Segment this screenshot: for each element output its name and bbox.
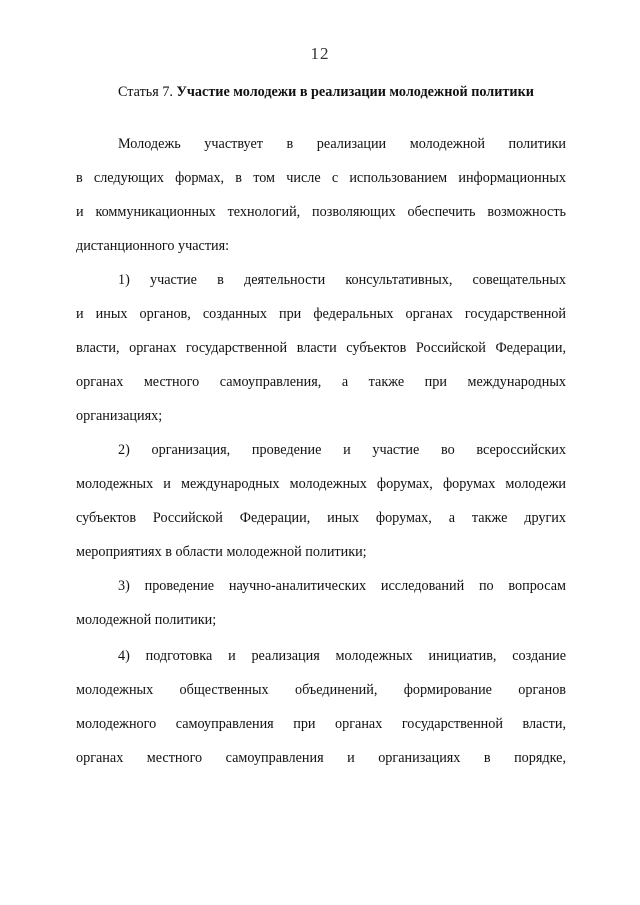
text-line: Молодежь участвует в реализации молодежной политики <box>118 136 566 152</box>
list-item-line: 2) организация, проведение и участие во всероссийских <box>118 442 566 458</box>
article-heading <box>118 84 534 101</box>
text-line: молодежных и международных молодежных форумах, форумах молодежи <box>76 476 566 492</box>
list-item-line: 1) участие в деятельности консультативных, совещательных <box>118 272 566 288</box>
text-line: органах местного самоуправления и организациях в порядке, <box>76 750 566 766</box>
text-line: организациях; <box>76 408 163 424</box>
text-line: и иных органов, созданных при федеральных органах государственной <box>76 306 566 322</box>
text-line: власти, органах государственной власти субъектов Российской Федерации, <box>76 340 566 356</box>
list-item-line: 3) проведение научно-аналитических исследований по вопросам <box>118 578 566 594</box>
page-number: 12 <box>310 44 330 63</box>
text-line: органах местного самоуправления, а также при международных <box>76 374 566 390</box>
text-line: молодежной политики; <box>76 612 217 628</box>
text-line: мероприятиях в области молодежной политики; <box>76 544 367 560</box>
article-label: Статья 7. <box>118 84 173 100</box>
text-line: и коммуникационных технологий, позволяющих обеспечить возможность <box>76 204 566 220</box>
text-line: дистанционного участия: <box>76 238 230 254</box>
text-line: субъектов Российской Федерации, иных форумах, а также других <box>76 510 566 526</box>
text-line: молодежного самоуправления при органах государственной власти, <box>76 716 566 732</box>
text-line: в следующих формах, в том числе с использованием информационных <box>76 170 566 186</box>
list-item-line: 4) подготовка и реализация молодежных инициатив, создание <box>118 648 566 664</box>
text-line: молодежных общественных объединений, формирование органов <box>76 682 566 698</box>
article-title: Участие молодежи в реализации молодежной политики <box>176 84 534 100</box>
